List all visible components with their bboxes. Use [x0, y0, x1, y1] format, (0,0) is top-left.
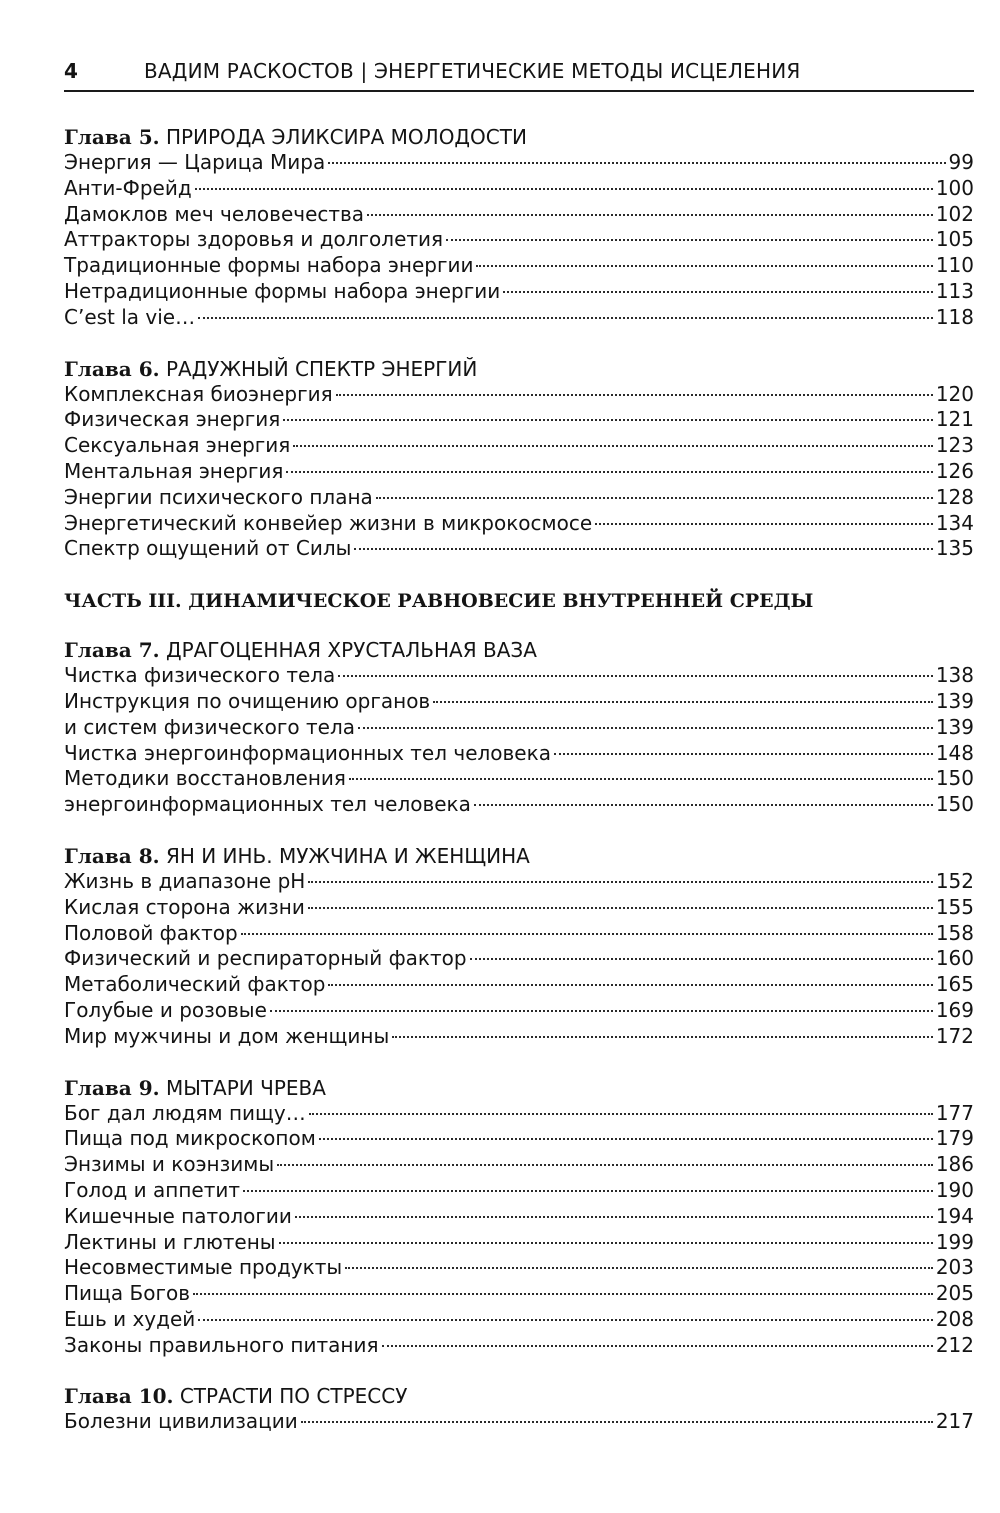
dot-leader	[354, 548, 932, 550]
dot-leader	[195, 188, 933, 190]
chapter-label: Глава 5.	[64, 125, 160, 149]
entry-title: энергоинформационных тел человека	[64, 792, 471, 817]
toc-entry	[64, 946, 974, 972]
entry-page: 203	[935, 1255, 974, 1280]
entry-page: 126	[935, 458, 974, 483]
toc-entry	[64, 1178, 974, 1204]
entry-page: 148	[935, 740, 974, 765]
toc-entry	[64, 459, 974, 485]
entry-page: 118	[935, 304, 974, 329]
entry-title: Сексуальная энергия	[64, 433, 291, 458]
entry-page: 113	[935, 278, 974, 303]
dot-leader	[198, 317, 933, 319]
entry-page: 177	[935, 1100, 974, 1125]
entry-page: 172	[935, 1023, 974, 1048]
entry-page: 110	[935, 253, 974, 278]
chapter-label: Глава 6.	[64, 356, 160, 381]
entry-page: 165	[935, 972, 974, 997]
entry-page: 205	[935, 1281, 974, 1306]
table-of-contents	[64, 124, 974, 1460]
dot-leader	[358, 727, 933, 729]
chapter-9	[64, 1075, 974, 1359]
dot-leader	[293, 445, 932, 447]
toc-entry	[64, 715, 974, 741]
dot-leader	[392, 1036, 933, 1038]
toc-entry	[64, 1281, 974, 1307]
toc-entry	[64, 766, 974, 792]
toc-entry	[64, 972, 974, 998]
entry-page: 120	[935, 381, 974, 406]
entry-title: Чистка энергоинформационных тел человека	[64, 740, 551, 765]
chapter-heading	[64, 124, 974, 150]
dot-leader	[554, 753, 933, 755]
dot-leader	[595, 523, 933, 525]
entry-page: 190	[935, 1177, 974, 1202]
entry-title: Половой фактор	[64, 920, 238, 945]
entry-page: 99	[948, 150, 974, 174]
entry-page: 139	[935, 688, 974, 713]
toc-entry	[64, 998, 974, 1024]
entry-page: 150	[935, 766, 974, 791]
toc-entry	[64, 689, 974, 715]
chapter-5	[64, 124, 974, 331]
dot-leader	[470, 958, 933, 960]
dot-leader	[345, 1267, 933, 1269]
entry-title: Бог дал людям пищу…	[64, 1100, 306, 1125]
entry-title: Энзимы и коэнзимы	[64, 1152, 275, 1177]
chapter-name: МЫТАРИ ЧРЕВА	[165, 1075, 326, 1100]
entry-title: Законы правильного питания	[64, 1332, 379, 1357]
entry-title: Физический и респираторный фактор	[64, 946, 467, 971]
dot-leader	[328, 162, 945, 164]
toc-entry	[64, 150, 974, 176]
dot-leader	[328, 984, 932, 986]
chapter-label: Глава 8.	[64, 843, 160, 868]
page-number: 4	[64, 59, 78, 83]
entry-title: Несовместимые продукты	[64, 1255, 343, 1280]
dot-leader	[193, 1293, 933, 1295]
chapter-label: Глава 7.	[64, 638, 160, 663]
entry-page: 158	[935, 920, 974, 945]
entry-title: Голубые и розовые	[64, 997, 267, 1022]
dot-leader	[286, 471, 932, 473]
entry-page: 134	[935, 510, 974, 535]
entry-title: Энергия — Царица Мира	[64, 150, 326, 174]
entry-title: Энергии психического плана	[64, 484, 373, 509]
toc-entry	[64, 663, 974, 689]
entry-title: Энергетический конвейер жизни в микрокосмосе	[64, 510, 593, 535]
entry-page: 155	[935, 894, 974, 919]
toc-entry	[64, 511, 974, 537]
toc-entry	[64, 1409, 974, 1435]
entry-page: 150	[935, 792, 974, 817]
toc-entry	[64, 1152, 974, 1178]
dot-leader	[241, 933, 933, 935]
toc-entry	[64, 1101, 974, 1127]
entry-page: 212	[935, 1332, 974, 1357]
toc-entry	[64, 227, 974, 253]
chapter-name: ЯН И ИНЬ. МУЖЧИНА И ЖЕНЩИНА	[165, 843, 530, 868]
toc-entry	[64, 1333, 974, 1359]
toc-entry	[64, 253, 974, 279]
toc-entry	[64, 792, 974, 818]
toc-entry	[64, 1307, 974, 1333]
running-title: ВАДИМ РАСКОСТОВ | ЭНЕРГЕТИЧЕСКИЕ МЕТОДЫ ИСЦЕЛЕНИЯ	[144, 59, 801, 83]
entry-title: Метаболический фактор	[64, 972, 326, 997]
dot-leader	[301, 1421, 933, 1423]
running-header	[64, 56, 974, 92]
entry-page: 138	[935, 663, 974, 688]
dot-leader	[336, 394, 933, 396]
chapter-name: ДРАГОЦЕННАЯ ХРУСТАЛЬНАЯ ВАЗА	[165, 638, 537, 663]
entry-page: 179	[935, 1126, 974, 1151]
entry-page: 208	[935, 1306, 974, 1331]
toc-entry	[64, 1024, 974, 1050]
toc-entry	[64, 433, 974, 459]
chapter-7	[64, 637, 974, 818]
entry-page: 199	[935, 1229, 974, 1254]
toc-entry	[64, 176, 974, 202]
entry-title: Физическая энергия	[64, 407, 281, 432]
entry-title: Методики восстановления	[64, 766, 346, 791]
entry-title: Ешь и худей	[64, 1306, 196, 1331]
entry-title: Аттракторы здоровья и долголетия	[64, 227, 444, 252]
entry-title: Комплексная биоэнергия	[64, 381, 333, 406]
entry-page: 128	[935, 484, 974, 509]
chapter-8	[64, 843, 974, 1050]
dot-leader	[295, 1216, 933, 1218]
toc-entry	[64, 382, 974, 408]
entry-page: 135	[935, 536, 974, 561]
entry-page: 186	[935, 1152, 974, 1177]
entry-page: 152	[935, 868, 974, 893]
chapter-name: ПРИРОДА ЭЛИКСИРА МОЛОДОСТИ	[165, 125, 527, 149]
toc-entry	[64, 1255, 974, 1281]
entry-page: 100	[935, 175, 974, 200]
entry-title: Голод и аппетит	[64, 1177, 241, 1202]
entry-title: Кислая сторона жизни	[64, 894, 305, 919]
toc-entry	[64, 279, 974, 305]
entry-title: Нетрадиционные формы набора энергии	[64, 278, 501, 303]
chapter-name: СТРАСТИ ПО СТРЕССУ	[179, 1384, 408, 1409]
dot-leader	[349, 778, 933, 780]
entry-title: Пища Богов	[64, 1281, 190, 1306]
toc-entry	[64, 1230, 974, 1256]
entry-title: Ментальная энергия	[64, 458, 284, 483]
toc-entry	[64, 202, 974, 228]
toc-entry	[64, 1126, 974, 1152]
entry-page: 121	[935, 407, 974, 432]
entry-title: Чистка физического тела	[64, 663, 336, 688]
chapter-label: Глава 10.	[64, 1384, 174, 1409]
chapter-heading	[64, 1383, 974, 1409]
toc-entry	[64, 1204, 974, 1230]
entry-page: 102	[935, 201, 974, 226]
chapter-heading	[64, 1075, 974, 1101]
entry-title: Лектины и глютены	[64, 1229, 276, 1254]
dot-leader	[270, 1010, 933, 1012]
entry-page: 217	[935, 1409, 974, 1434]
toc-entry	[64, 536, 974, 562]
dot-leader	[308, 907, 933, 909]
entry-title: Инструкция по очищению органов	[64, 688, 431, 713]
entry-title: Дамоклов меч человечества	[64, 201, 365, 226]
dot-leader	[433, 701, 933, 703]
entry-page: 169	[935, 997, 974, 1022]
entry-page: 123	[935, 433, 974, 458]
dot-leader	[279, 1242, 933, 1244]
toc-entry	[64, 407, 974, 433]
dot-leader	[376, 497, 933, 499]
dot-leader	[446, 239, 933, 241]
toc-entry	[64, 741, 974, 767]
chapter-10	[64, 1383, 974, 1435]
entry-title: и систем физического тела	[64, 714, 356, 739]
chapter-6	[64, 356, 974, 563]
dot-leader	[503, 291, 933, 293]
entry-page: 139	[935, 714, 974, 739]
chapter-heading	[64, 843, 974, 869]
toc-entry	[64, 895, 974, 921]
dot-leader	[367, 214, 933, 216]
entry-title: Пища под микроскопом	[64, 1126, 316, 1151]
entry-title: Болезни цивилизации	[64, 1409, 298, 1434]
chapter-label: Глава 9.	[64, 1075, 160, 1100]
dot-leader	[309, 1113, 933, 1115]
entry-page: 194	[935, 1203, 974, 1228]
dot-leader	[277, 1164, 933, 1166]
chapter-heading	[64, 637, 974, 663]
entry-page: 105	[935, 227, 974, 252]
dot-leader	[319, 1138, 933, 1140]
entry-title: Жизнь в диапазоне pH	[64, 868, 306, 893]
entry-title: C’est la vie…	[64, 304, 196, 329]
dot-leader	[474, 804, 933, 806]
chapter-heading	[64, 356, 974, 382]
dot-leader	[382, 1345, 933, 1347]
part-heading: ЧАСТЬ III. ДИНАМИЧЕСКОЕ РАВНОВЕСИЕ ВНУТРЕННЕЙ СРЕДЫ	[64, 590, 814, 613]
entry-title: Спектр ощущений от Силы	[64, 536, 352, 561]
entry-title: Кишечные патологии	[64, 1203, 292, 1228]
toc-entry	[64, 305, 974, 331]
toc-entry	[64, 869, 974, 895]
dot-leader	[308, 881, 933, 883]
chapter-name: РАДУЖНЫЙ СПЕКТР ЭНЕРГИЙ	[165, 356, 478, 381]
entry-title: Мир мужчины и дом женщины	[64, 1023, 390, 1048]
entry-title: Традиционные формы набора энергии	[64, 253, 474, 278]
entry-page: 160	[935, 946, 974, 971]
dot-leader	[283, 419, 933, 421]
dot-leader	[198, 1319, 933, 1321]
toc-entry	[64, 485, 974, 511]
toc-entry	[64, 921, 974, 947]
dot-leader	[476, 265, 932, 267]
dot-leader	[338, 675, 933, 677]
entry-title: Анти-Фрейд	[64, 175, 192, 200]
dot-leader	[243, 1190, 933, 1192]
